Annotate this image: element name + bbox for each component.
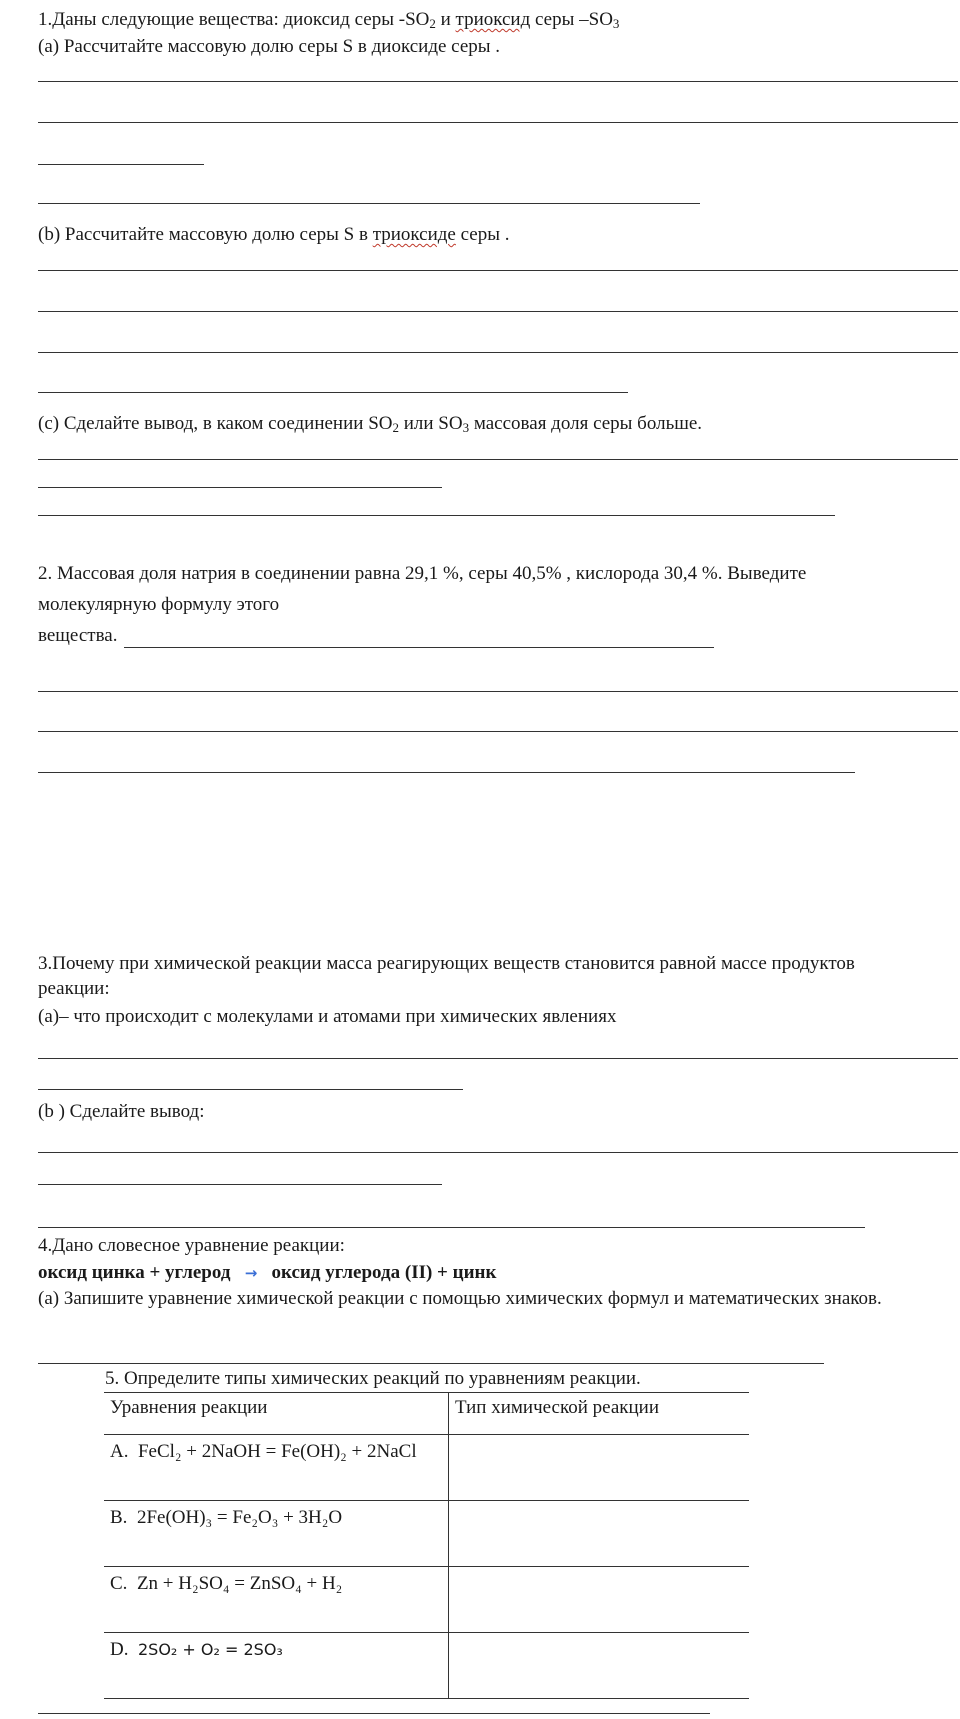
- answer-line: [38, 352, 958, 353]
- answer-line: [38, 1152, 958, 1153]
- answer-line: [38, 270, 958, 271]
- table-row: [104, 1633, 749, 1699]
- reaction-table: [104, 1392, 749, 1699]
- equation-cell: D. 2SO₂ + O₂ = 2SO₃: [104, 1633, 449, 1699]
- reaction-type-cell[interactable]: [449, 1633, 750, 1699]
- q1-part-a: (a) Рассчитайте массовую долю серы S в диоксиде серы .: [38, 36, 501, 57]
- q3-line1: 3.Почему при химической реакции масса реагирующих веществ становится равной массе продуктов: [38, 953, 855, 974]
- answer-line: [38, 731, 958, 732]
- q1-part-c: (c) Сделайте вывод, в каком соединении $SO_2$ или $SO_3$ массовая доля серы больше.: [38, 413, 703, 435]
- table-row: [104, 1567, 749, 1633]
- q3-part-b: (b ) Сделайте вывод:: [38, 1101, 205, 1122]
- table-header-row: [104, 1393, 749, 1435]
- answer-line: [38, 487, 442, 488]
- answer-line: [38, 1713, 710, 1714]
- answer-line: [38, 459, 958, 460]
- q2-line1: 2. Массовая доля натрия в соединении равна 29,1 %, серы 40,5% , кислорода 30,4 %. Выведите: [38, 563, 807, 584]
- answer-line: [38, 164, 204, 165]
- q3-line2: реакции:: [38, 978, 110, 999]
- answer-line: [38, 1089, 463, 1090]
- q1-title: 1.Даны следующие вещества: диоксид серы $-SO_2$ и триоксид серы $-SO_3$: [38, 9, 620, 31]
- q4-word-equation: оксид цинка + углерод → оксид углерода (II) + цинк: [38, 1262, 497, 1283]
- q2-line3: вещества.: [38, 625, 118, 646]
- spellcheck-word: триоксид: [455, 9, 531, 30]
- answer-line: [38, 515, 835, 516]
- answer-line: [38, 1227, 865, 1228]
- answer-line: [38, 1363, 824, 1364]
- q4-line1: 4.Дано словесное уравнение реакции:: [38, 1235, 345, 1256]
- reaction-type-cell[interactable]: [449, 1435, 750, 1501]
- answer-line: [38, 203, 700, 204]
- equation-cell: C. Zn + H₂SO₄ = ZnSO₄ + H₂: [104, 1567, 449, 1633]
- header-equations: Уравнения реакции: [104, 1393, 449, 1435]
- spellcheck-word: триоксиде: [372, 224, 456, 245]
- equation-cell: B. 2Fe(OH)₃ = Fe₂O₃ + 3H₂O: [104, 1501, 449, 1567]
- q4-part-a: (a) Запишите уравнение химической реакции с помощью химических формул и математических знаков.: [38, 1288, 882, 1309]
- reaction-type-cell[interactable]: [449, 1501, 750, 1567]
- answer-line: [38, 311, 958, 312]
- reaction-type-cell[interactable]: [449, 1567, 750, 1633]
- answer-line: [38, 691, 958, 692]
- answer-line: [38, 772, 855, 773]
- q2-line2: молекулярную формулу этого: [38, 594, 280, 615]
- answer-line: [38, 81, 958, 82]
- arrow-right-icon: →: [244, 1264, 258, 1282]
- answer-line: [38, 1058, 958, 1059]
- q1-part-b: (b) Рассчитайте массовую долю серы S в триоксиде серы .: [38, 224, 510, 245]
- table-row: [104, 1501, 749, 1567]
- header-reaction-type: Тип химической реакции: [449, 1393, 750, 1435]
- answer-line: [124, 647, 714, 648]
- answer-line: [38, 122, 958, 123]
- q5-title: 5. Определите типы химических реакций по уравнениям реакции.: [105, 1368, 641, 1389]
- q3-part-a: (a)– что происходит с молекулами и атомами при химических явлениях: [38, 1006, 617, 1027]
- answer-line: [38, 392, 628, 393]
- answer-line: [38, 1184, 442, 1185]
- equation-cell: A. FeCl₂ + 2NaOH = Fe(OH)₂ + 2NaCl: [104, 1435, 449, 1501]
- table-row: [104, 1435, 749, 1501]
